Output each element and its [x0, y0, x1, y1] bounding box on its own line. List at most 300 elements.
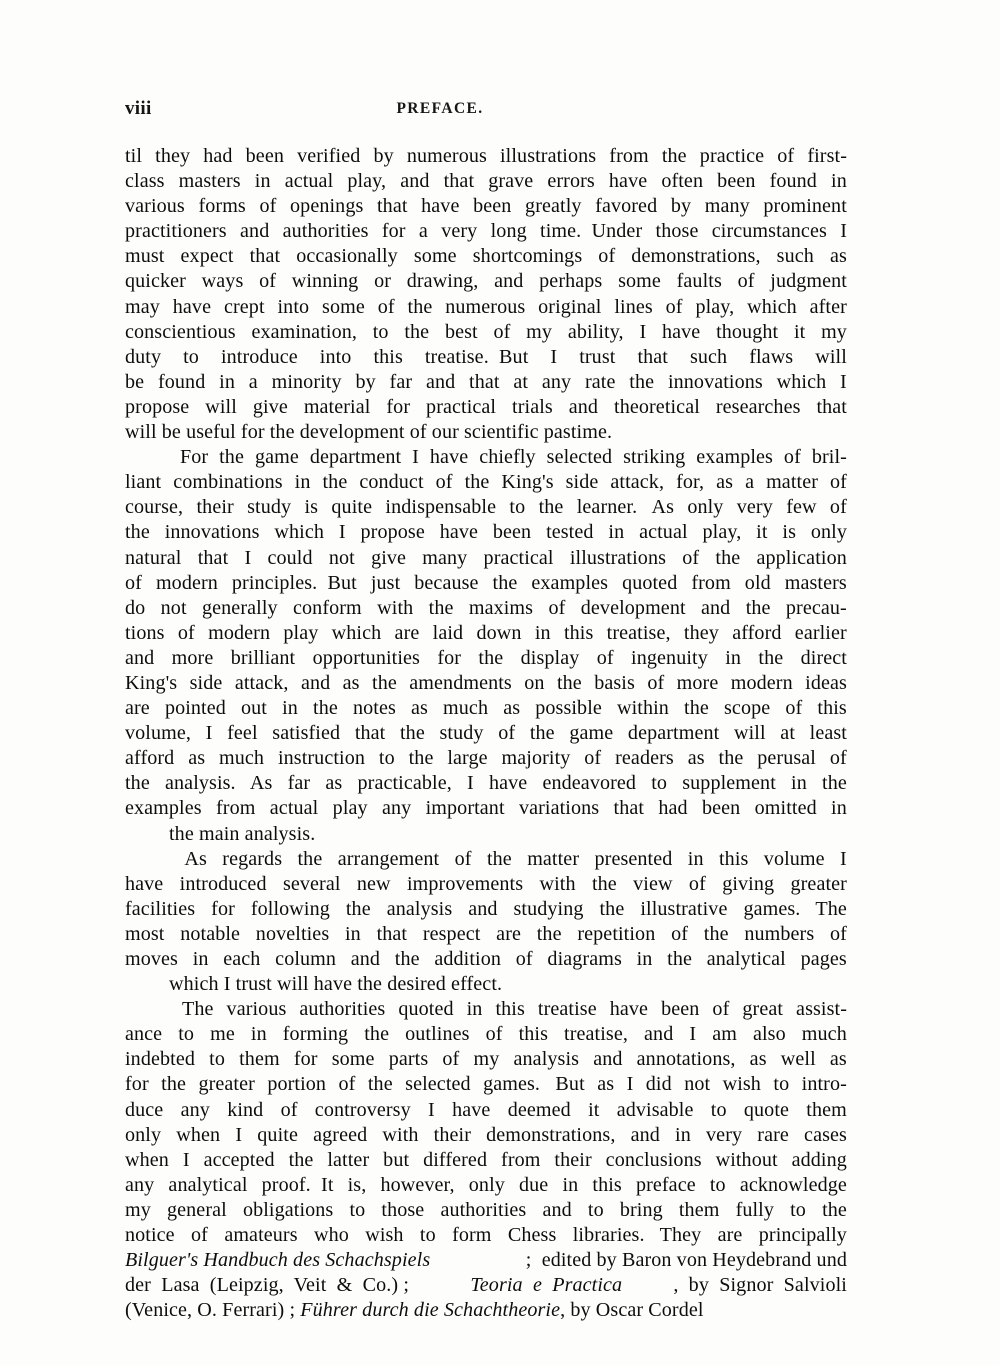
word: by: [373, 145, 394, 167]
word: moves: [125, 948, 178, 970]
word: striking: [623, 446, 686, 469]
word: into: [277, 295, 310, 318]
word: and: [593, 1048, 623, 1071]
word: libraries. They: [572, 1224, 702, 1247]
word: for: [437, 646, 462, 669]
word: for: [381, 220, 406, 243]
word: as: [716, 471, 734, 494]
word: of: [682, 546, 700, 569]
word: advisable: [616, 1098, 694, 1121]
word: of: [338, 1073, 356, 1096]
word: diagrams: [547, 948, 622, 970]
word: conscientious: [125, 320, 236, 343]
word: actual: [639, 521, 688, 544]
word: adding: [791, 1148, 847, 1171]
word: introduce: [220, 345, 298, 368]
word: that: [354, 722, 386, 745]
word: of: [435, 471, 453, 494]
word: display: [520, 646, 580, 669]
word: pointed: [164, 697, 226, 720]
word: earlier: [794, 621, 847, 644]
text-line: [125, 596, 847, 621]
word: circumstances: [711, 220, 827, 243]
word: form: [452, 1224, 492, 1247]
word: perhaps: [539, 270, 603, 293]
word: them: [678, 1198, 720, 1221]
word: due: [519, 1173, 549, 1196]
word: amendments: [409, 671, 512, 694]
word: that: [197, 546, 229, 569]
word: readers: [615, 747, 674, 770]
word: and: [300, 671, 331, 694]
word: illustrative: [640, 897, 728, 920]
word: as: [503, 697, 521, 720]
word: thought: [716, 320, 779, 343]
word: to: [509, 496, 526, 519]
word: had: [658, 797, 688, 820]
word: course,: [125, 496, 184, 519]
word: principally: [758, 1224, 847, 1247]
word: as: [325, 772, 343, 795]
word: material: [303, 395, 371, 418]
word: laid: [432, 621, 464, 644]
text-line: [125, 1198, 847, 1223]
word: I: [467, 772, 474, 795]
word: games. The: [743, 897, 847, 920]
word: of: [485, 1023, 503, 1046]
word: of: [548, 596, 566, 619]
word: lines: [614, 295, 653, 318]
word: this: [373, 345, 403, 368]
word: at: [780, 722, 795, 745]
citation-text: ; edited by Baron von Heydebrand und: [520, 1249, 847, 1272]
word: afford: [732, 621, 782, 644]
word: conform: [293, 596, 362, 619]
word: them: [806, 1098, 847, 1121]
word: conduct: [359, 471, 424, 494]
word: in: [831, 797, 847, 820]
word: As: [184, 847, 207, 870]
word: far: [389, 370, 413, 393]
word: any: [180, 1098, 210, 1121]
word: actual: [269, 797, 319, 820]
word: I: [550, 345, 558, 368]
word: the: [372, 671, 397, 694]
word: precau-: [785, 596, 847, 619]
word: some: [331, 1048, 375, 1071]
word: to: [349, 1198, 366, 1221]
word: had: [203, 145, 233, 167]
citation-line: [125, 1248, 847, 1273]
word: any: [125, 1173, 155, 1196]
word: generally: [202, 596, 278, 619]
word: view: [633, 872, 673, 895]
word: possible: [535, 697, 602, 720]
word: conclusions: [605, 1148, 702, 1171]
word: of: [442, 1048, 460, 1071]
running-head: [125, 98, 845, 122]
word: for: [386, 395, 411, 418]
word: by: [355, 370, 376, 393]
word: variations: [518, 797, 600, 820]
word: several: [282, 872, 341, 895]
word: the: [492, 571, 518, 594]
text-line: [125, 947, 847, 972]
word: respect: [422, 922, 481, 945]
word: I: [639, 320, 647, 343]
word: of: [712, 998, 730, 1021]
word: it: [793, 320, 806, 343]
word: games. But: [483, 1073, 585, 1096]
word: much: [219, 747, 265, 770]
word: play: [332, 797, 368, 820]
text-line: [125, 546, 847, 571]
word: duty: [125, 345, 162, 368]
word: treatise: [537, 998, 597, 1021]
word: have: [125, 872, 164, 895]
word: bring: [619, 1198, 663, 1221]
body-text-block: [125, 144, 847, 1323]
text-line: [125, 194, 847, 219]
word: of: [688, 872, 706, 895]
word: the: [529, 722, 555, 745]
text-line: [125, 872, 847, 897]
word: and: [468, 897, 498, 920]
word: of: [830, 922, 847, 945]
word: my: [473, 1048, 500, 1071]
word: For: [179, 446, 209, 469]
word: minority: [271, 370, 342, 393]
word: ingenuity: [631, 646, 708, 669]
word: the: [667, 948, 693, 970]
word: analytical: [706, 948, 786, 970]
word: various: [125, 195, 185, 218]
word: parts: [388, 1048, 429, 1071]
word: to: [419, 1224, 436, 1247]
word: a: [418, 220, 428, 243]
word: following: [250, 897, 330, 920]
word: just: [370, 571, 401, 594]
word: long: [490, 220, 527, 243]
word: in: [250, 1023, 267, 1046]
word: King's: [125, 671, 178, 694]
word: could: [267, 546, 313, 569]
word: the: [718, 747, 744, 770]
word: of: [454, 847, 472, 870]
word: play: [283, 621, 319, 644]
word: each: [223, 948, 261, 970]
word: more: [676, 671, 719, 694]
text-line: [125, 847, 847, 872]
word: giving: [722, 872, 775, 895]
word: this: [718, 847, 749, 870]
word: practice: [699, 145, 765, 167]
word: practicable,: [357, 772, 452, 795]
word: very: [706, 1123, 743, 1146]
word: their: [196, 496, 234, 519]
word: that: [376, 922, 408, 945]
word: have: [421, 195, 460, 218]
word: of: [829, 747, 847, 770]
word: down: [476, 621, 522, 644]
word: did: [645, 1073, 672, 1096]
word: in: [687, 847, 704, 870]
word: Chess: [507, 1224, 557, 1247]
word: as: [411, 697, 428, 720]
word: in: [675, 1123, 691, 1146]
word: and: [494, 270, 524, 293]
word: openings: [290, 195, 364, 218]
word: a: [248, 370, 258, 393]
word: some: [322, 295, 365, 318]
word: notable: [180, 922, 241, 945]
word: been: [661, 998, 700, 1021]
word: I: [689, 1023, 697, 1046]
word: the: [408, 747, 434, 770]
word: wish: [722, 1073, 761, 1096]
word: researches: [715, 395, 801, 418]
word: I: [840, 370, 847, 393]
paragraph: [125, 144, 847, 445]
word: annotations,: [636, 1048, 736, 1071]
word: been: [492, 521, 532, 544]
word: are: [717, 1224, 743, 1247]
word: which: [274, 521, 325, 544]
book-title: Teoria e Practica: [470, 1274, 623, 1297]
text-line: [125, 320, 847, 345]
word: modern: [730, 671, 793, 694]
word: numerous: [406, 145, 487, 167]
word: selected: [405, 1073, 471, 1096]
word: of: [377, 295, 395, 318]
word: greatly: [525, 195, 582, 218]
word: me: [210, 1023, 235, 1046]
word: treatise,: [606, 621, 671, 644]
word: of: [598, 245, 616, 268]
word: much: [443, 697, 489, 720]
word: indispensable: [385, 496, 497, 519]
word: great: [742, 998, 784, 1021]
word: of: [783, 446, 801, 469]
word: attack,: [610, 471, 665, 494]
word: because: [414, 571, 479, 594]
citation-line: [125, 1298, 847, 1323]
word: game: [254, 446, 299, 469]
word: in: [831, 170, 847, 193]
word: old: [744, 571, 771, 594]
word: game: [569, 722, 614, 745]
word: arrangement: [337, 847, 440, 870]
word: my: [526, 320, 553, 343]
word: authorities: [440, 1198, 527, 1221]
word: the: [161, 1073, 187, 1096]
word: attack,: [234, 671, 289, 694]
word: as: [597, 1073, 615, 1096]
word: to: [790, 1198, 806, 1221]
word: practical: [483, 546, 554, 569]
word: facilities: [125, 897, 196, 920]
word: of: [280, 1098, 298, 1121]
word: natural: [125, 546, 182, 569]
word: this: [495, 998, 525, 1021]
word: department: [309, 446, 402, 469]
word: the: [599, 897, 625, 920]
text-line: [125, 445, 847, 470]
word: play,: [347, 170, 387, 193]
word: column: [275, 948, 337, 970]
word: majority: [501, 747, 571, 770]
text-line: [125, 997, 847, 1022]
word: by: [670, 195, 692, 218]
word: that: [637, 345, 668, 368]
word: of: [830, 471, 847, 494]
word: flaws: [749, 345, 794, 368]
word: more: [171, 646, 214, 669]
word: the: [219, 446, 244, 469]
word: of: [785, 697, 803, 720]
word: new: [356, 872, 391, 895]
word: have: [488, 772, 528, 795]
word: faults: [676, 270, 722, 293]
word: the: [367, 1073, 393, 1096]
word: The: [182, 998, 214, 1021]
word: the: [758, 646, 784, 669]
word: treatise. But: [424, 345, 529, 368]
word: for: [211, 897, 235, 920]
citation-text: , by Signor Salvioli: [673, 1274, 847, 1297]
word: from: [501, 1148, 541, 1171]
word: grave: [488, 170, 534, 193]
word: for: [125, 1073, 149, 1096]
word: been: [701, 797, 741, 820]
word: scope: [724, 697, 771, 720]
word: are: [496, 922, 522, 945]
word: the: [591, 872, 617, 895]
word: best: [444, 320, 478, 343]
word: latter: [327, 1148, 370, 1171]
word: to: [773, 1073, 790, 1096]
word: of: [671, 922, 689, 945]
word: and: [125, 646, 155, 669]
word: also: [752, 1023, 786, 1046]
word: the: [313, 697, 338, 720]
word: this: [592, 1173, 622, 1196]
word: I: [840, 220, 847, 243]
word: fully: [735, 1198, 775, 1221]
word: the: [428, 596, 454, 619]
word: examples: [696, 446, 773, 469]
word: that: [816, 395, 847, 418]
word: it: [588, 1098, 600, 1121]
text-line: [125, 345, 847, 370]
word: I: [205, 722, 213, 745]
word: it: [756, 521, 768, 544]
word: endeavored: [542, 772, 637, 795]
word: from: [609, 145, 649, 167]
word: but: [383, 1148, 410, 1171]
word: that: [443, 170, 475, 193]
word: of: [515, 948, 533, 970]
word: addition: [434, 948, 502, 970]
word: large: [447, 747, 488, 770]
word: shortcomings: [472, 245, 583, 268]
word: only: [468, 1173, 505, 1196]
word: may: [125, 295, 160, 318]
word: numbers: [744, 922, 815, 945]
word: notes: [352, 697, 396, 720]
word: when: [176, 1123, 221, 1146]
word: with: [539, 872, 576, 895]
word: regards: [222, 847, 283, 870]
word: the: [400, 722, 425, 745]
word: which: [747, 295, 797, 318]
word: and: [400, 170, 430, 193]
word: liant: [125, 471, 162, 494]
word: quoted: [398, 998, 454, 1021]
paragraph-indent: [125, 847, 169, 872]
word: to: [178, 1023, 195, 1046]
word: practitioners: [125, 220, 227, 243]
word: deemed: [507, 1098, 571, 1121]
word: in: [608, 521, 625, 544]
word: original: [538, 295, 602, 318]
word: ance: [125, 1023, 163, 1046]
word: the: [288, 1148, 314, 1171]
word: will: [815, 345, 847, 368]
word: is: [782, 521, 796, 544]
word: controversy: [314, 1098, 411, 1121]
word: perusal: [757, 747, 816, 770]
word: quicker: [125, 270, 186, 293]
word: their: [433, 1123, 471, 1146]
word: trust: [579, 345, 616, 368]
word: they: [155, 145, 191, 167]
word: for,: [676, 471, 705, 494]
word: have: [608, 170, 648, 193]
citation-text: , by Oscar Cordel: [560, 1299, 704, 1322]
word: development: [580, 596, 686, 619]
word: as: [829, 1048, 847, 1071]
word: only: [810, 521, 847, 544]
word: and: [701, 596, 731, 619]
word: is: [304, 496, 319, 519]
text-line: [125, 746, 847, 771]
paragraph: [125, 997, 847, 1323]
word: modern: [155, 571, 218, 594]
word: forming: [282, 1023, 349, 1046]
word: application: [756, 546, 847, 569]
word: the: [297, 847, 323, 870]
word: some: [413, 245, 457, 268]
word: tested: [546, 521, 594, 544]
word: them: [239, 1048, 280, 1071]
word: of: [584, 747, 602, 770]
word: such: [689, 345, 728, 368]
word: and: [350, 948, 381, 970]
word: omitted: [754, 797, 817, 820]
word: with: [382, 1123, 419, 1146]
word: and: [568, 395, 599, 418]
word: to: [372, 320, 389, 343]
text-line: [125, 646, 847, 671]
word: have: [429, 446, 469, 469]
word: my: [821, 320, 847, 343]
word: however,: [380, 1173, 455, 1196]
text-line: [125, 1123, 847, 1148]
word: will: [205, 395, 237, 418]
word: quite: [331, 496, 373, 519]
word: and: [425, 370, 456, 393]
